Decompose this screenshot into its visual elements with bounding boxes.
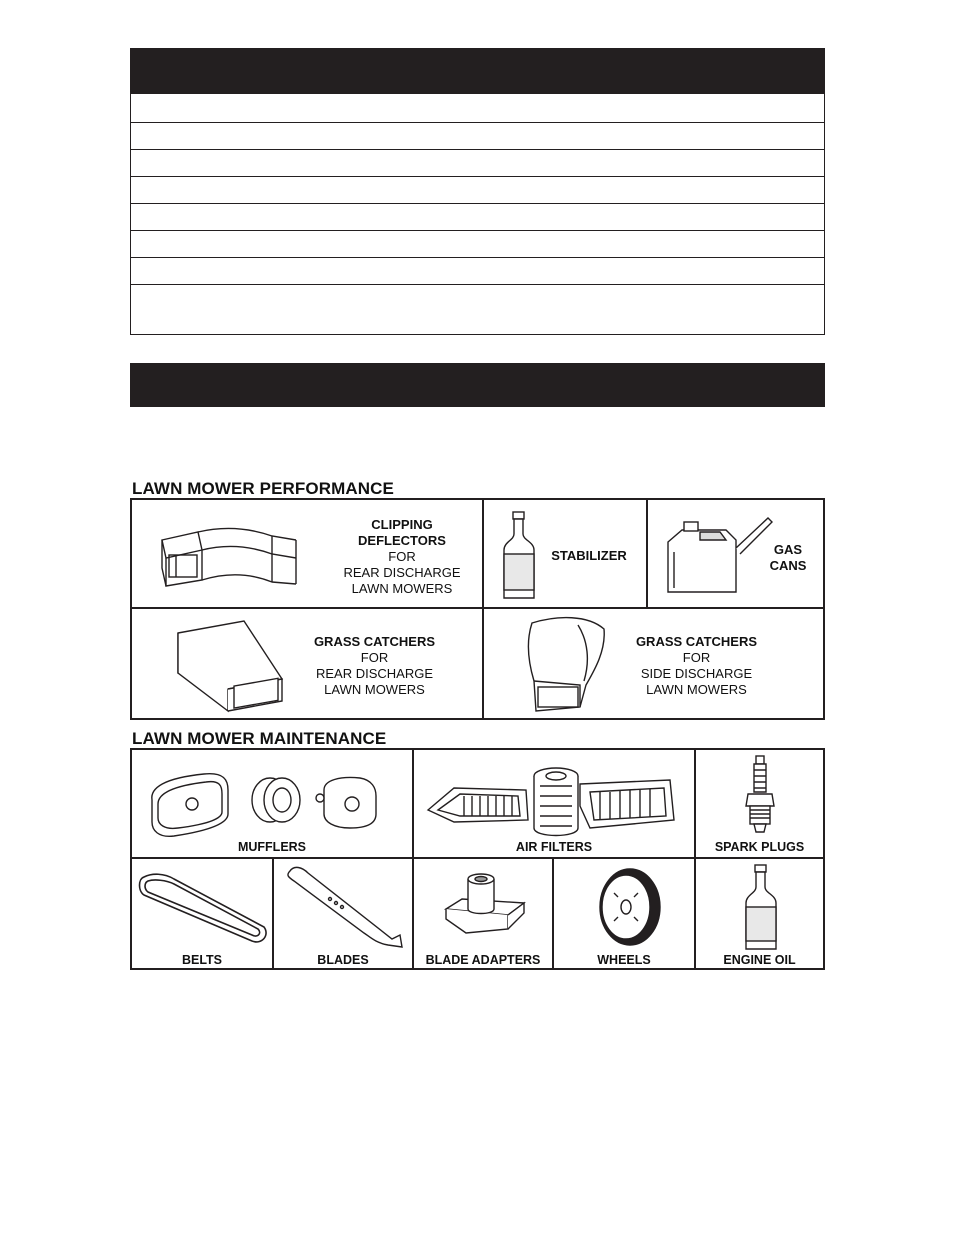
performance-section-title: LAWN MOWER PERFORMANCE: [132, 479, 394, 498]
table-row: [131, 230, 824, 231]
spark-plug-icon: [740, 754, 780, 840]
clipping-deflectors-cell[interactable]: [132, 500, 482, 607]
gas-cans-cell[interactable]: [648, 500, 823, 607]
belts-label: BELTS: [181, 953, 223, 967]
wheels-cell[interactable]: [554, 859, 694, 968]
engine-oil-cell[interactable]: [696, 859, 823, 968]
table-row: [131, 176, 824, 177]
gas-cans-label: GAS CANS: [769, 542, 807, 573]
top-table-header-bar: [130, 48, 825, 94]
maintenance-grid: [130, 748, 825, 970]
accessories-header-bar: [130, 363, 825, 407]
mufflers-icon: [144, 760, 404, 840]
performance-grid: [130, 498, 825, 720]
clipping-deflector-icon: [154, 522, 314, 592]
gas-can-icon: [664, 512, 774, 592]
blade-adapters-label: BLADE ADAPTERS: [425, 953, 541, 967]
belt-icon: [134, 865, 274, 945]
table-row: [131, 257, 824, 258]
side-grass-catchers-label: GRASS CATCHERS FOR SIDE DISCHARGE LAWN MOWERS: [635, 634, 758, 697]
blade-adapters-cell[interactable]: [414, 859, 552, 968]
clipping-deflectors-label: CLIPPING DEFLECTORS FOR REAR DISCHARGE LAWN MOWERS: [343, 517, 461, 596]
spark-plugs-label: SPARK PLUGS: [714, 840, 805, 854]
air-filters-label: AIR FILTERS: [515, 840, 593, 854]
belts-cell[interactable]: [132, 859, 272, 968]
blade-adapter-icon: [442, 869, 532, 949]
top-table: [130, 48, 825, 335]
wheels-label: WHEELS: [597, 953, 651, 967]
blades-cell[interactable]: [274, 859, 412, 968]
stabilizer-cell[interactable]: [484, 500, 646, 607]
table-row: [131, 203, 824, 204]
mufflers-cell[interactable]: [132, 750, 412, 857]
table-row: [131, 284, 824, 285]
air-filters-cell[interactable]: [414, 750, 694, 857]
rear-grass-catchers-cell[interactable]: [132, 609, 482, 718]
maintenance-section-title: LAWN MOWER MAINTENANCE: [132, 729, 387, 748]
engine-oil-label: ENGINE OIL: [723, 953, 796, 967]
mufflers-label: MUFFLERS: [237, 840, 307, 854]
blades-label: BLADES: [317, 953, 369, 967]
spark-plugs-cell[interactable]: [696, 750, 823, 857]
stabilizer-label: STABILIZER: [551, 548, 627, 563]
side-grass-catcher-icon: [518, 611, 608, 716]
wheel-icon: [594, 863, 664, 949]
rear-grass-catcher-icon: [172, 613, 292, 713]
stabilizer-bottle-icon: [500, 510, 540, 602]
rear-grass-catchers-label: GRASS CATCHERS FOR REAR DISCHARGE LAWN MOWERS: [313, 634, 436, 697]
table-row: [131, 122, 824, 123]
engine-oil-icon: [742, 863, 782, 951]
air-filters-icon: [424, 762, 684, 842]
table-row: [131, 149, 824, 150]
side-grass-catchers-cell[interactable]: [484, 609, 823, 718]
blade-icon: [280, 863, 410, 953]
